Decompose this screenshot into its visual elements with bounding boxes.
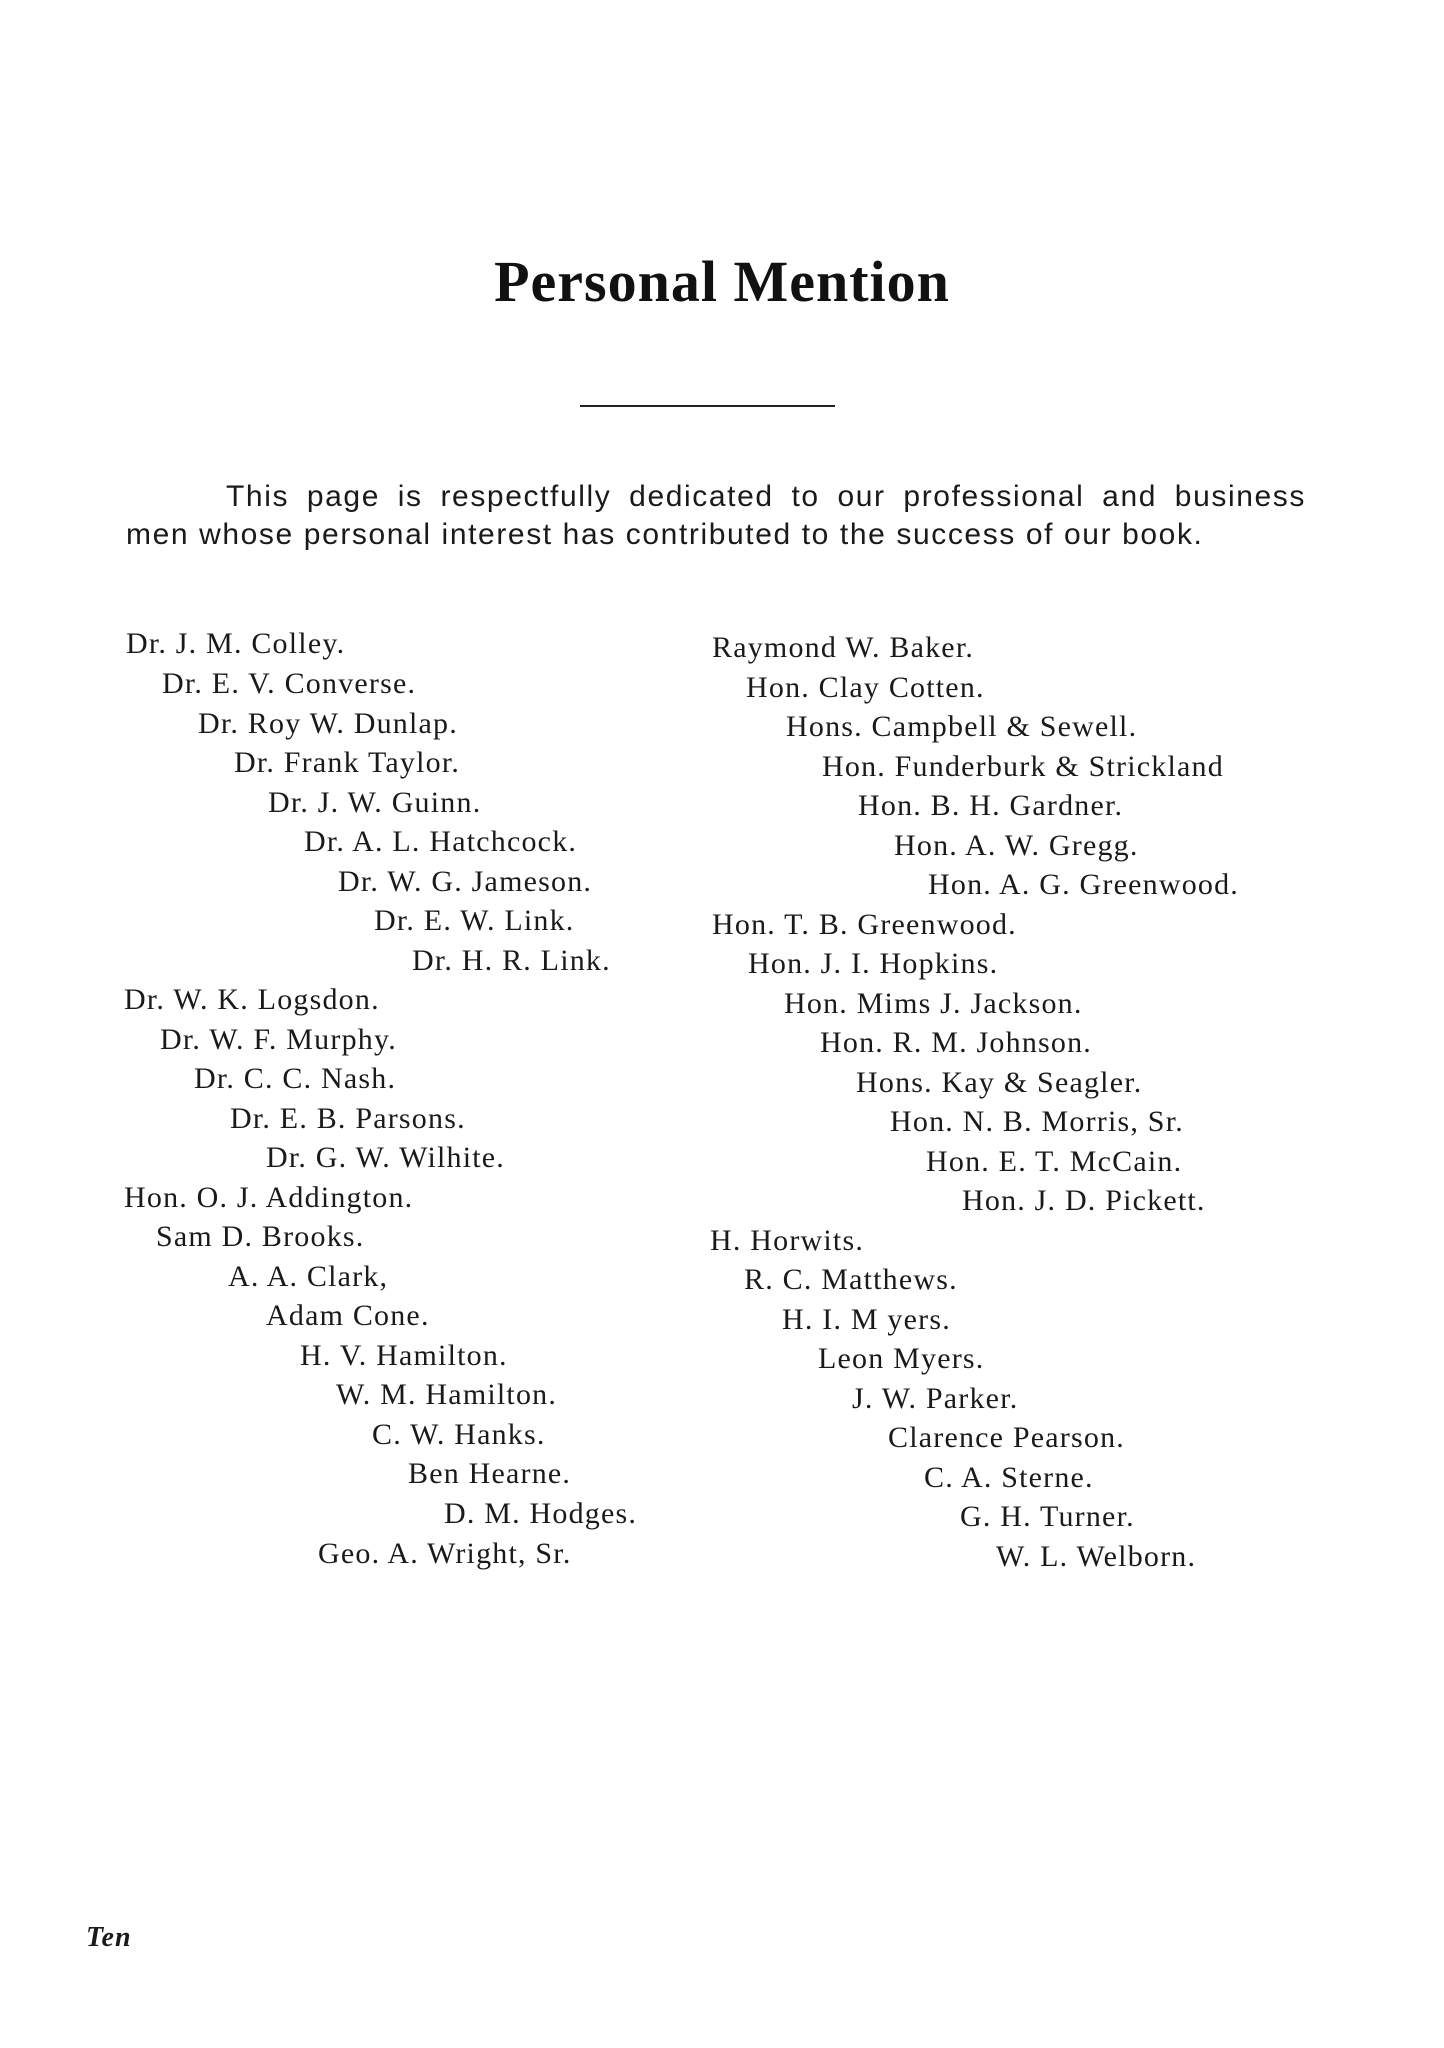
right-name-entry: Hon. B. H. Gardner. xyxy=(858,789,1124,822)
right-name-entry: Hon. E. T. McCain. xyxy=(926,1145,1183,1178)
left-name-entry: Dr. C. C. Nash. xyxy=(194,1062,397,1095)
right-name-entry: Hons. Kay & Seagler. xyxy=(856,1066,1143,1099)
right-name-entry: Hon. A. W. Gregg. xyxy=(894,829,1139,862)
right-name-entry: Hon. T. B. Greenwood. xyxy=(712,908,1017,941)
right-name-entry: Hon. N. B. Morris, Sr. xyxy=(890,1105,1184,1138)
left-name-entry: Dr. Roy W. Dunlap. xyxy=(198,707,458,740)
left-name-entry: Dr. E. W. Link. xyxy=(374,904,575,937)
right-name-entry: Hon. Funderburk & Strickland xyxy=(822,750,1224,783)
title-rule xyxy=(580,405,835,407)
left-name-entry: C. W. Hanks. xyxy=(372,1418,546,1451)
right-name-entry: W. L. Welborn. xyxy=(996,1540,1197,1573)
right-name-entry: Raymond W. Baker. xyxy=(712,631,975,664)
right-name-entry: Hons. Campbell & Sewell. xyxy=(786,710,1138,743)
left-name-entry: A. A. Clark, xyxy=(228,1260,389,1293)
left-name-entry: Dr. E. V. Converse. xyxy=(162,667,417,700)
right-name-entry: H. Horwits. xyxy=(710,1224,865,1257)
left-name-entry: Ben Hearne. xyxy=(408,1457,572,1490)
right-name-entry: Hon. A. G. Greenwood. xyxy=(928,868,1239,901)
left-name-entry: Hon. O. J. Addington. xyxy=(124,1181,414,1214)
left-name-entry: Dr. W. K. Logsdon. xyxy=(124,983,380,1016)
left-name-entry: Dr. E. B. Parsons. xyxy=(230,1102,466,1135)
left-name-entry: D. M. Hodges. xyxy=(444,1497,638,1530)
right-name-entry: Hon. R. M. Johnson. xyxy=(820,1026,1092,1059)
left-name-entry: Dr. J. W. Guinn. xyxy=(268,786,482,819)
left-name-entry: Geo. A. Wright, Sr. xyxy=(318,1537,572,1570)
right-name-entry: Hon. J. I. Hopkins. xyxy=(748,947,999,980)
right-name-entry: G. H. Turner. xyxy=(960,1500,1135,1533)
right-name-entry: C. A. Sterne. xyxy=(924,1461,1094,1494)
left-name-entry: Dr. W. F. Murphy. xyxy=(160,1023,397,1056)
left-name-entry: Dr. J. M. Colley. xyxy=(126,627,346,660)
left-name-entry: Dr. H. R. Link. xyxy=(412,944,611,977)
dedication-paragraph: This page is respectfully dedicated to our professional and business men whose personal interest has contributed to the success of our book. xyxy=(126,480,1306,551)
left-name-entry: Dr. G. W. Wilhite. xyxy=(266,1141,506,1174)
left-name-entry: H. V. Hamilton. xyxy=(300,1339,508,1372)
right-name-entry: Clarence Pearson. xyxy=(888,1421,1125,1454)
right-name-entry: Hon. J. D. Pickett. xyxy=(962,1184,1206,1217)
left-name-entry: Dr. A. L. Hatchcock. xyxy=(304,825,578,858)
right-name-entry: H. I. M yers. xyxy=(782,1303,951,1336)
page-number: Ten xyxy=(86,1922,132,1953)
right-name-entry: Hon. Clay Cotten. xyxy=(746,671,985,704)
left-name-entry: W. M. Hamilton. xyxy=(336,1378,558,1411)
left-name-entry: Adam Cone. xyxy=(266,1299,430,1332)
page-title: Personal Mention xyxy=(494,249,950,314)
right-name-entry: R. C. Matthews. xyxy=(744,1263,958,1296)
left-name-entry: Dr. W. G. Jameson. xyxy=(338,865,593,898)
right-name-entry: J. W. Parker. xyxy=(852,1382,1019,1415)
left-name-entry: Dr. Frank Taylor. xyxy=(234,746,461,779)
right-name-entry: Leon Myers. xyxy=(818,1342,985,1375)
right-name-entry: Hon. Mims J. Jackson. xyxy=(784,987,1083,1020)
left-name-entry: Sam D. Brooks. xyxy=(156,1220,365,1253)
